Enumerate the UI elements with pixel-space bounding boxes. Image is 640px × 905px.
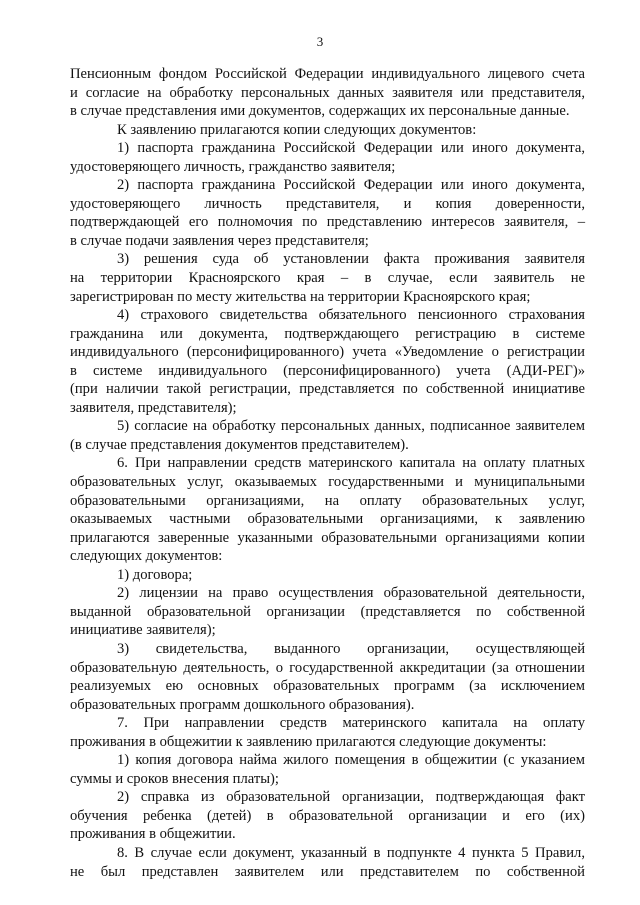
text-line: 2) справка из образовательной организации, подтверждающая факт: [117, 789, 585, 806]
text-line: 4) страхового свидетельства обязательного пенсионного страхования: [117, 307, 585, 324]
paragraph: [70, 640, 585, 714]
paragraph: [70, 306, 585, 417]
paragraph: [70, 139, 585, 176]
text-line: проживания в общежитии к заявлению прилагаются следующие документы:: [70, 733, 547, 750]
text-line: в системе индивидуального (персонифицированного) учета (АДИ-РЕГ)»: [70, 362, 585, 379]
text-line: в случае подачи заявления через представителя;: [70, 232, 369, 249]
text-line: 1) копия договора найма жилого помещения в общежитии (с указанием: [117, 752, 585, 769]
text-line: на территории Красноярского края – в случае, если заявитель не: [70, 270, 585, 287]
text-line: образовательных программ дошкольного образования).: [70, 696, 415, 713]
text-line: зарегистрирован по месту жительства на территории Красноярского края;: [70, 288, 531, 305]
text-line: прилагаются заверенные указанными образовательными организациями копии: [70, 529, 585, 546]
paragraph: [70, 417, 585, 454]
text-line: проживания в общежитии.: [70, 826, 236, 843]
text-line: не был представлен заявителем или представителем по собственной: [70, 863, 585, 880]
paragraph: [70, 714, 585, 751]
text-line: оказываемых частными образовательными организациями, к заявлению: [70, 511, 585, 528]
paragraph: [70, 751, 585, 788]
paragraph: [70, 844, 585, 881]
text-line: 3) свидетельства, выданного организации, осуществляющей: [117, 640, 585, 657]
text-line: удостоверяющего личность представителя, и копия доверенности,: [70, 195, 585, 212]
text-line: 8. В случае если документ, указанный в подпункте 4 пункта 5 Правил,: [117, 844, 585, 861]
text-line: К заявлению прилагаются копии следующих документов:: [117, 121, 477, 138]
text-line: подтверждающей его полномочия по представлению интересов заявителя, –: [70, 214, 585, 231]
body-text: [70, 65, 585, 881]
text-line: 7. При направлении средств материнского капитала на оплату: [117, 715, 585, 732]
text-line: образовательными организациями, на оплату образовательных услуг,: [70, 492, 585, 509]
paragraph: [70, 65, 585, 121]
text-line: в случае представления ими документов, содержащих их персональные данные.: [70, 103, 570, 120]
paragraph: [70, 566, 585, 585]
paragraph: [70, 584, 585, 640]
text-line: 2) лицензии на право осуществления образовательной деятельности,: [117, 585, 585, 602]
text-line: и согласие на обработку персональных данных заявителя или представителя,: [70, 84, 585, 101]
text-line: 6. При направлении средств материнского капитала на оплату платных: [117, 455, 585, 472]
text-line: образовательную деятельность, о государственной аккредитации (за отношении: [70, 659, 585, 676]
paragraph: [70, 250, 585, 306]
text-line: реализуемых ею основных образовательных программ (за исключением: [70, 678, 585, 695]
text-line: заявителя, представителя);: [70, 399, 237, 416]
text-line: суммы и сроков внесения платы);: [70, 770, 279, 787]
text-line: 1) паспорта гражданина Российской Федерации или иного документа,: [117, 140, 585, 157]
text-line: 1) договора;: [117, 566, 193, 583]
paragraph: [70, 454, 585, 565]
text-line: 5) согласие на обработку персональных данных, подписанное заявителем: [117, 418, 585, 435]
text-line: индивидуального (персонифицированного) учета «Уведомление о регистрации: [70, 344, 585, 361]
text-line: инициативе заявителя);: [70, 622, 216, 639]
paragraph: [70, 121, 585, 140]
text-line: обучения ребенка (детей) в образовательной организации и его (их): [70, 807, 585, 824]
text-line: 3) решения суда об установлении факта проживания заявителя: [117, 251, 585, 268]
text-line: Пенсионным фондом Российской Федерации индивидуального лицевого счета: [70, 66, 585, 82]
text-line: следующих документов:: [70, 548, 223, 565]
text-line: образовательных услуг, оказываемых государственными и муниципальными: [70, 474, 585, 491]
paragraph: [70, 788, 585, 844]
text-line: 2) паспорта гражданина Российской Федерации или иного документа,: [117, 177, 585, 194]
text-line: выданной образовательной организации (представляется по собственной: [70, 603, 585, 620]
text-line: (в случае представления документов представителем).: [70, 436, 409, 453]
page-number: 3: [316, 34, 324, 49]
text-line: удостоверяющего личность, гражданство заявителя;: [70, 158, 396, 175]
text-line: (при наличии такой регистрации, представляется по собственной инициативе: [70, 381, 585, 398]
text-line: гражданина или документа, подтверждающего регистрацию в системе: [70, 325, 585, 342]
paragraph: [70, 176, 585, 250]
